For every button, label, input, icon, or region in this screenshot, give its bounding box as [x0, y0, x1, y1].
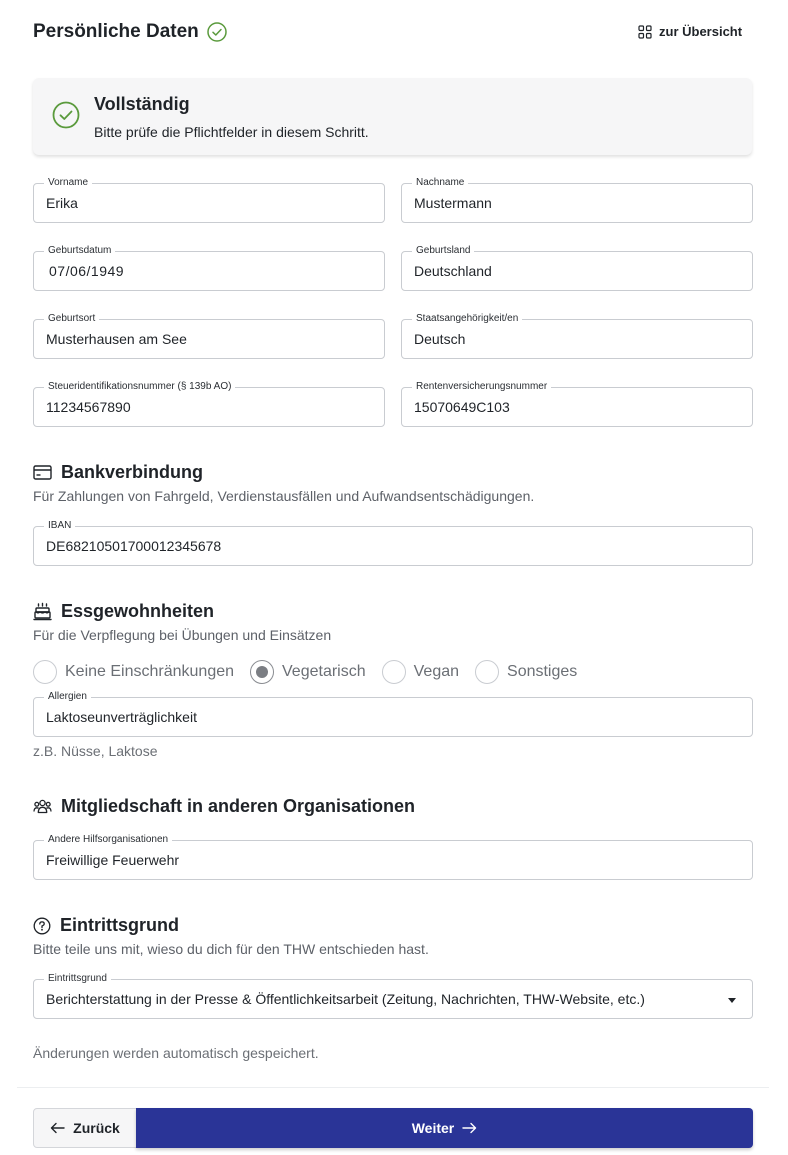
- check-circle-icon: [207, 22, 227, 42]
- other-organizations-label: Andere Hilfsorganisationen: [44, 833, 172, 847]
- vorname-field[interactable]: [33, 177, 385, 223]
- geburtsland-field[interactable]: [401, 245, 753, 291]
- next-button-label: Weiter: [411, 1120, 455, 1136]
- eating-section-heading: [33, 601, 214, 622]
- reason-section-subtitle: Bitte teile uns mit, wieso du dich für den THW entschieden hast.: [33, 941, 429, 957]
- alert-title: Vollständig: [94, 94, 190, 114]
- next-button[interactable]: [136, 1108, 753, 1148]
- back-button[interactable]: [33, 1108, 137, 1148]
- other-organizations-field[interactable]: [33, 834, 753, 880]
- radio-circle[interactable]: [382, 660, 406, 684]
- arrow-right-icon: [462, 1122, 477, 1134]
- iban-label: IBAN: [44, 519, 75, 533]
- diet-radio-vegan[interactable]: [382, 660, 459, 684]
- radio-circle[interactable]: [33, 660, 57, 684]
- diet-radio-none[interactable]: [33, 660, 234, 684]
- credit-card-icon: [33, 465, 52, 480]
- arrow-left-icon: [50, 1122, 65, 1134]
- diet-radio-group: [33, 660, 593, 684]
- grid-icon: [638, 25, 652, 39]
- alert-message: Bitte prüfe die Pflichtfelder in diesem Schritt.: [94, 124, 369, 140]
- footer-divider: [17, 1087, 769, 1088]
- entry-reason-label: Eintrittsgrund: [44, 972, 111, 986]
- allergies-value: Laktoseunverträglichkeit: [46, 709, 197, 725]
- rentenversicherung-value: 15070649C103: [414, 399, 510, 415]
- bank-section-title: Bankverbindung: [61, 462, 204, 482]
- completion-alert: [33, 78, 752, 155]
- geburtsort-value: Musterhausen am See: [46, 331, 187, 347]
- membership-section-heading: [33, 796, 415, 817]
- radio-label: Keine Einschränkungen: [65, 663, 235, 680]
- eating-section-title: Essgewohnheiten: [61, 601, 215, 621]
- vorname-value: Erika: [46, 195, 78, 211]
- geburtsort-label: Geburtsort: [44, 312, 99, 326]
- geburtsland-label: Geburtsland: [412, 244, 474, 258]
- vorname-label: Vorname: [44, 176, 92, 190]
- allergies-label: Allergien: [44, 690, 91, 704]
- geburtsland-value: Deutschland: [414, 263, 492, 279]
- diet-radio-other[interactable]: [475, 660, 577, 684]
- back-button-label: Zurück: [73, 1120, 120, 1136]
- nachname-value: Mustermann: [414, 195, 492, 211]
- nachname-field[interactable]: [401, 177, 753, 223]
- page-title: [33, 21, 227, 43]
- geburtsdatum-value: 07/06/1949: [49, 263, 125, 279]
- steuer-id-label: Steueridentifikationsnummer (§ 139b AO): [44, 380, 235, 394]
- entry-reason-value: Berichterstattung in der Presse & Öffentlichkeitsarbeit (Zeitung, Nachrichten, THW-Website, etc.): [46, 991, 645, 1007]
- bank-section-subtitle: Für Zahlungen von Fahrgeld, Verdienstausfällen und Aufwandsentschädigungen.: [33, 488, 535, 504]
- users-icon: [33, 798, 52, 815]
- allergies-helper-text: z.B. Nüsse, Laktose: [33, 743, 158, 759]
- nachname-label: Nachname: [412, 176, 468, 190]
- steuer-id-value: 11234567890: [46, 399, 131, 415]
- reason-section-heading: [33, 915, 179, 936]
- diet-radio-vegetarian[interactable]: [250, 660, 366, 684]
- staatsangehoerigkeit-field[interactable]: [401, 313, 753, 359]
- bank-section-heading: [33, 462, 203, 483]
- geburtsdatum-label: Geburtsdatum: [44, 244, 115, 258]
- steuer-id-field[interactable]: [33, 381, 385, 427]
- other-organizations-value: Freiwillige Feuerwehr: [46, 852, 180, 868]
- autosave-notice: Änderungen werden automatisch gespeichert.: [33, 1045, 319, 1061]
- rentenversicherung-label: Rentenversicherungsnummer: [412, 380, 551, 394]
- help-circle-icon: [33, 917, 51, 935]
- iban-field[interactable]: [33, 520, 753, 566]
- radio-label: Vegan: [413, 663, 460, 680]
- rentenversicherung-field[interactable]: [401, 381, 753, 427]
- cake-icon: [33, 602, 52, 621]
- radio-circle-selected[interactable]: [250, 660, 274, 684]
- iban-value: DE68210501700012345678: [46, 538, 222, 554]
- radio-label: Sonstiges: [507, 663, 578, 680]
- staatsangehoerigkeit-value: Deutsch: [414, 331, 466, 347]
- radio-circle[interactable]: [475, 660, 499, 684]
- entry-reason-select[interactable]: [33, 973, 753, 1019]
- eating-section-subtitle: Für die Verpflegung bei Übungen und Einsätzen: [33, 627, 332, 643]
- allergies-field[interactable]: [33, 691, 753, 737]
- geburtsort-field[interactable]: [33, 313, 385, 359]
- reason-section-title: Eintrittsgrund: [60, 915, 179, 935]
- page-title-text: Persönliche Daten: [33, 21, 199, 42]
- membership-section-title: Mitgliedschaft in anderen Organisationen: [61, 796, 416, 816]
- radio-label: Vegetarisch: [282, 663, 366, 680]
- staatsangehoerigkeit-label: Staatsangehörigkeit/en: [412, 312, 522, 326]
- overview-link[interactable]: [638, 24, 742, 39]
- overview-link-label: zur Übersicht: [659, 24, 743, 39]
- geburtsdatum-field[interactable]: [33, 245, 385, 291]
- caret-down-icon[interactable]: [728, 998, 736, 1003]
- check-circle-icon: [52, 101, 80, 129]
